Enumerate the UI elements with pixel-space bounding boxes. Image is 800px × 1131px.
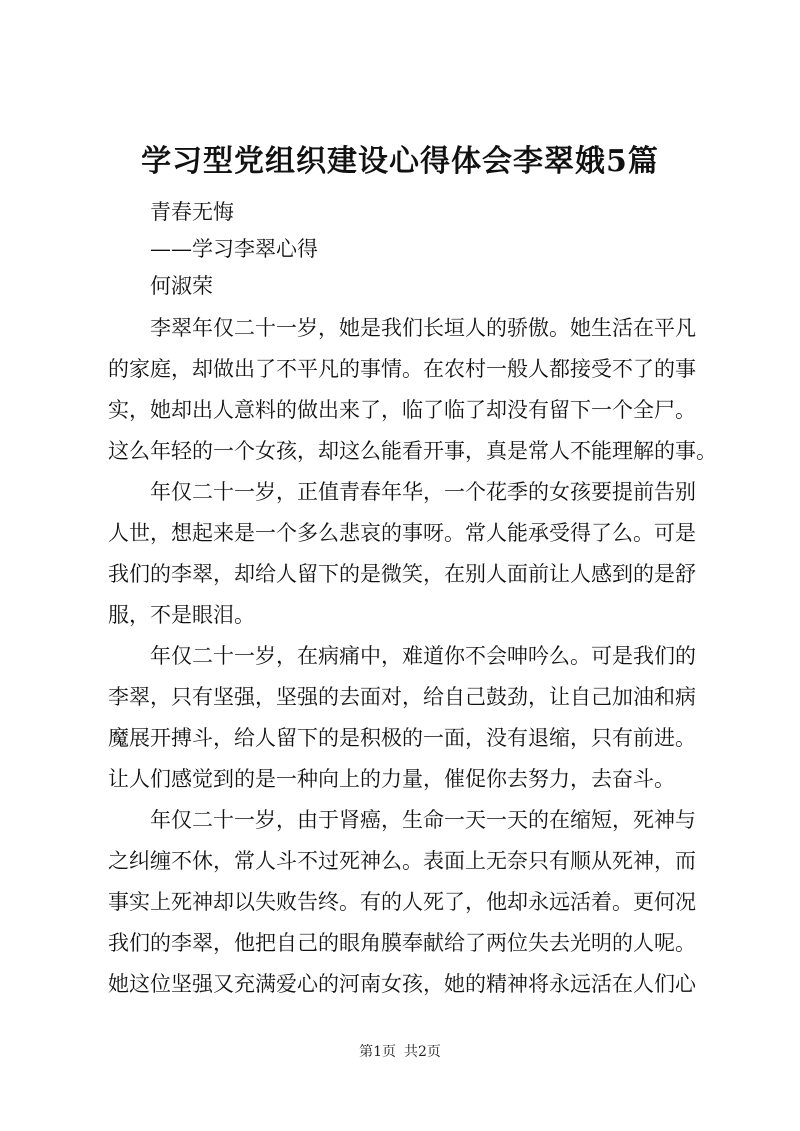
- body-line: 我们的李翠，他把自己的眼角膜奉献给了两位失去光明的人呢。: [108, 931, 696, 955]
- body-line: 魔展开搏斗，给人留下的是积极的一面，没有退缩，只有前进。: [108, 726, 696, 750]
- body-line: 李翠，只有坚强，坚强的去面对，给自己鼓劲，让自己加油和病: [108, 685, 696, 709]
- body-line: 的家庭，却做出了不平凡的事情。在农村一般人都接受不了的事: [108, 357, 696, 381]
- document-title: 学习型党组织建设心得体会李翠娥5篇: [141, 144, 659, 179]
- body-line: 我们的李翠，却给人留下的是微笑，在别人面前让人感到的是舒: [108, 562, 696, 586]
- body-line: 服，不是眼泪。: [108, 603, 255, 627]
- body-line: 这么年轻的一个女孩，却这么能看开事，真是常人不能理解的事。: [108, 439, 717, 463]
- byline: ——学习李翠心得: [150, 237, 318, 261]
- subtitle: 青春无悔: [150, 200, 234, 224]
- body-line: 年仅二十一岁，正值青春年华，一个花季的女孩要提前告别: [108, 480, 696, 504]
- body-line: 年仅二十一岁，在病痛中，难道你不会呻吟么。可是我们的: [108, 644, 696, 668]
- body-line: 让人们感觉到的是一种向上的力量，催促你去努力，去奋斗。: [108, 767, 675, 791]
- body-line: 事实上死神却以失败告终。有的人死了，他却永远活着。更何况: [108, 890, 696, 914]
- body-line: 人世，想起来是一个多么悲哀的事呀。常人能承受得了么。可是: [108, 521, 696, 545]
- body-line: 李翠年仅二十一岁，她是我们长垣人的骄傲。她生活在平凡: [108, 316, 696, 340]
- page-number: 第1页: [359, 1044, 396, 1060]
- author-name: 何淑荣: [150, 274, 213, 298]
- body-line: 之纠缠不休，常人斗不过死神么。表面上无奈只有顺从死神，而: [108, 849, 696, 873]
- page-footer: [0, 1042, 800, 1062]
- body-line: 她这位坚强又充满爱心的河南女孩，她的精神将永远活在人们心: [108, 972, 696, 996]
- body-line: 实，她却出人意料的做出来了，临了临了却没有留下一个全尸。: [108, 398, 696, 422]
- page-total: 共2页: [404, 1044, 441, 1060]
- body-line: 年仅二十一岁，由于肾癌，生命一天一天的在缩短，死神与: [108, 808, 696, 832]
